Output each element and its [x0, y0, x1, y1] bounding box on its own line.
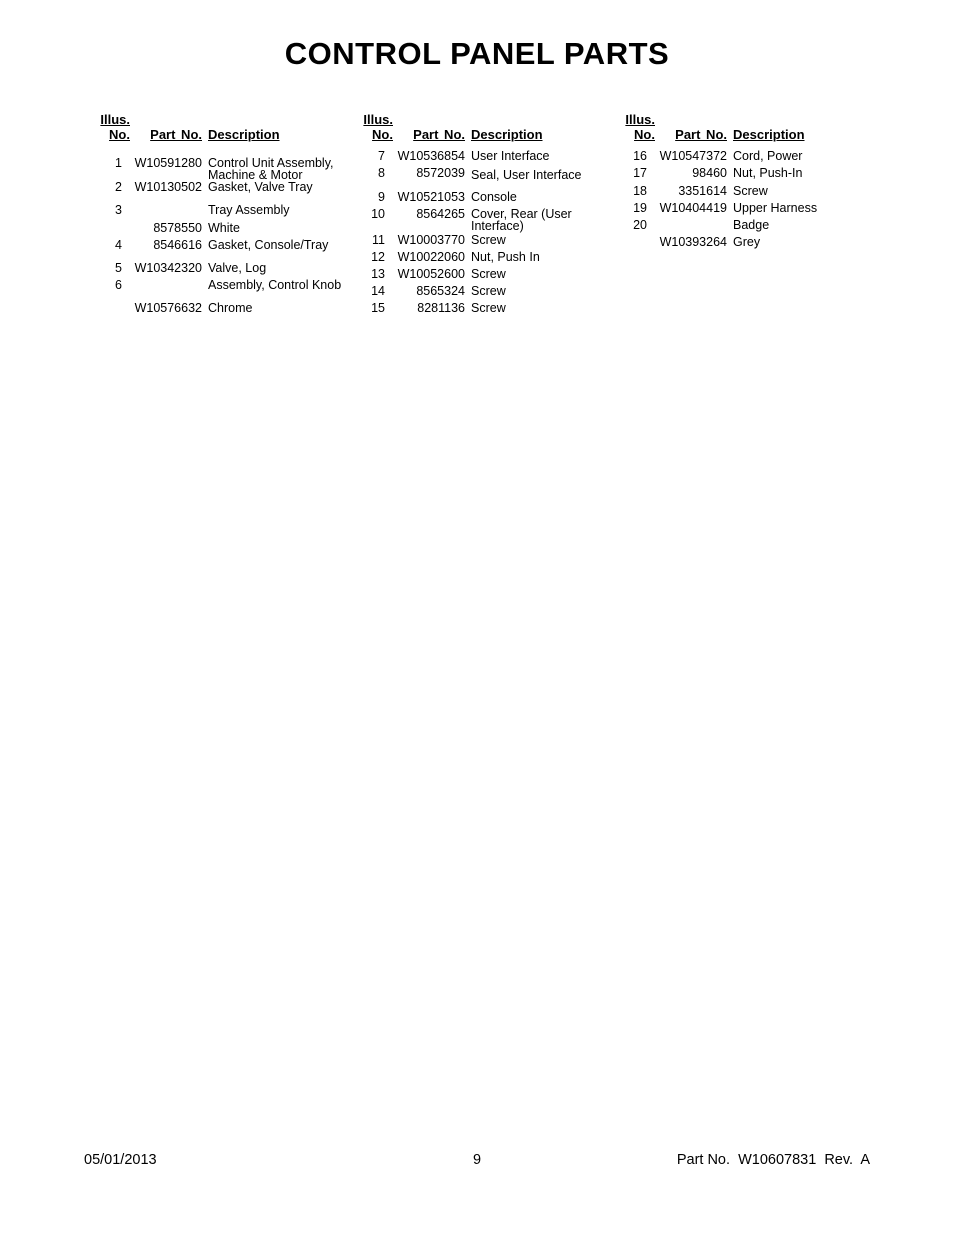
no-header: No. [109, 127, 130, 142]
column-header [96, 108, 356, 148]
parts-column-1 [96, 108, 356, 338]
illus-number: 20 [633, 218, 647, 232]
illus-number: 4 [115, 238, 122, 252]
part-description: Tray Assembly [208, 203, 290, 217]
part-number: W10130502 [134, 180, 202, 194]
part-description: Screw [733, 184, 768, 198]
parts-column-2 [359, 108, 619, 338]
part-description: Nut, Push-In [733, 166, 803, 180]
page-footer [84, 1152, 870, 1172]
part-description: Badge [733, 218, 770, 232]
illus-number: 17 [633, 166, 647, 180]
part-description: Seal, User Interface [471, 168, 582, 182]
part-number: 98460 [692, 166, 727, 180]
part-description: Nut, Push In [471, 250, 540, 264]
part-number: W10547372 [659, 149, 727, 163]
part-number: W10591280 [134, 156, 202, 170]
part-number: 8572039 [416, 166, 465, 180]
illus-number: 7 [378, 149, 385, 163]
illus-number: 6 [115, 278, 122, 292]
part-description: Screw [471, 267, 506, 281]
illus-number: 5 [115, 261, 122, 275]
part-description: Gasket, Console/Tray [208, 238, 329, 252]
part-number: 8546616 [153, 238, 202, 252]
part-number: W10022060 [397, 250, 465, 264]
illus-number: 10 [371, 207, 385, 221]
illus-number: 14 [371, 284, 385, 298]
description-header: Description [471, 127, 543, 142]
illus-number: 3 [115, 203, 122, 217]
part-description: Grey [733, 235, 761, 249]
page-title: CONTROL PANEL PARTS [284, 36, 670, 71]
part-no-header: Part No. [413, 127, 465, 142]
parts-column-3 [621, 108, 881, 338]
part-description: Chrome [208, 301, 253, 315]
part-description: Console [471, 190, 517, 204]
part-number: W10576632 [134, 301, 202, 315]
part-number: 8281136 [417, 301, 465, 315]
part-description: Gasket, Valve Tray [208, 180, 313, 194]
part-description: Screw [471, 284, 506, 298]
part-number: W10521053 [397, 190, 465, 204]
no-header: No. [372, 127, 393, 142]
part-number: W10003770 [397, 233, 465, 247]
illus-number: 18 [633, 184, 647, 198]
part-description: Upper Harness [733, 201, 818, 215]
illus-number: 1 [115, 156, 122, 170]
part-number: W10052600 [397, 267, 465, 281]
footer-document-part-number: Part No. W10607831 Rev. A [676, 1152, 870, 1168]
part-number: W10404419 [659, 201, 727, 215]
part-number: W10342320 [134, 261, 202, 275]
description-header: Description [733, 127, 805, 142]
part-no-header: Part No. [150, 127, 202, 142]
illus-number: 13 [371, 267, 385, 281]
column-header [621, 108, 881, 148]
part-number: 8564265 [416, 207, 465, 221]
part-description: Assembly, Control Knob [208, 278, 342, 292]
part-description: Control Unit Assembly, Machine & Motor [208, 156, 334, 182]
illus-number: 19 [633, 201, 647, 215]
part-no-header: Part No. [675, 127, 727, 142]
illus-number: 11 [372, 233, 385, 247]
part-number: W10536854 [397, 149, 465, 163]
illus-header: Illus. [100, 112, 130, 127]
part-number: 8578550 [153, 221, 202, 235]
part-description: Screw [471, 301, 506, 315]
part-description: White [208, 221, 240, 235]
illus-number: 12 [371, 250, 385, 264]
illus-number: 9 [378, 190, 385, 204]
part-description: User Interface [471, 149, 550, 163]
footer-date: 05/01/2013 [84, 1152, 157, 1168]
illus-number: 16 [633, 149, 647, 163]
part-number: 3351614 [678, 184, 727, 198]
illus-number: 2 [115, 180, 122, 194]
illus-number: 8 [378, 166, 385, 180]
illus-header: Illus. [625, 112, 655, 127]
illus-header: Illus. [363, 112, 393, 127]
column-header [359, 108, 619, 148]
footer-page-number: 9 [472, 1152, 482, 1168]
part-number: W10393264 [659, 235, 727, 249]
part-description: Valve, Log [208, 261, 267, 275]
part-number: 8565324 [416, 284, 465, 298]
no-header: No. [634, 127, 655, 142]
description-header: Description [208, 127, 280, 142]
part-description: Cover, Rear (User Interface) [471, 207, 572, 233]
part-description: Screw [471, 233, 506, 247]
illus-number: 15 [371, 301, 385, 315]
part-description: Cord, Power [733, 149, 803, 163]
